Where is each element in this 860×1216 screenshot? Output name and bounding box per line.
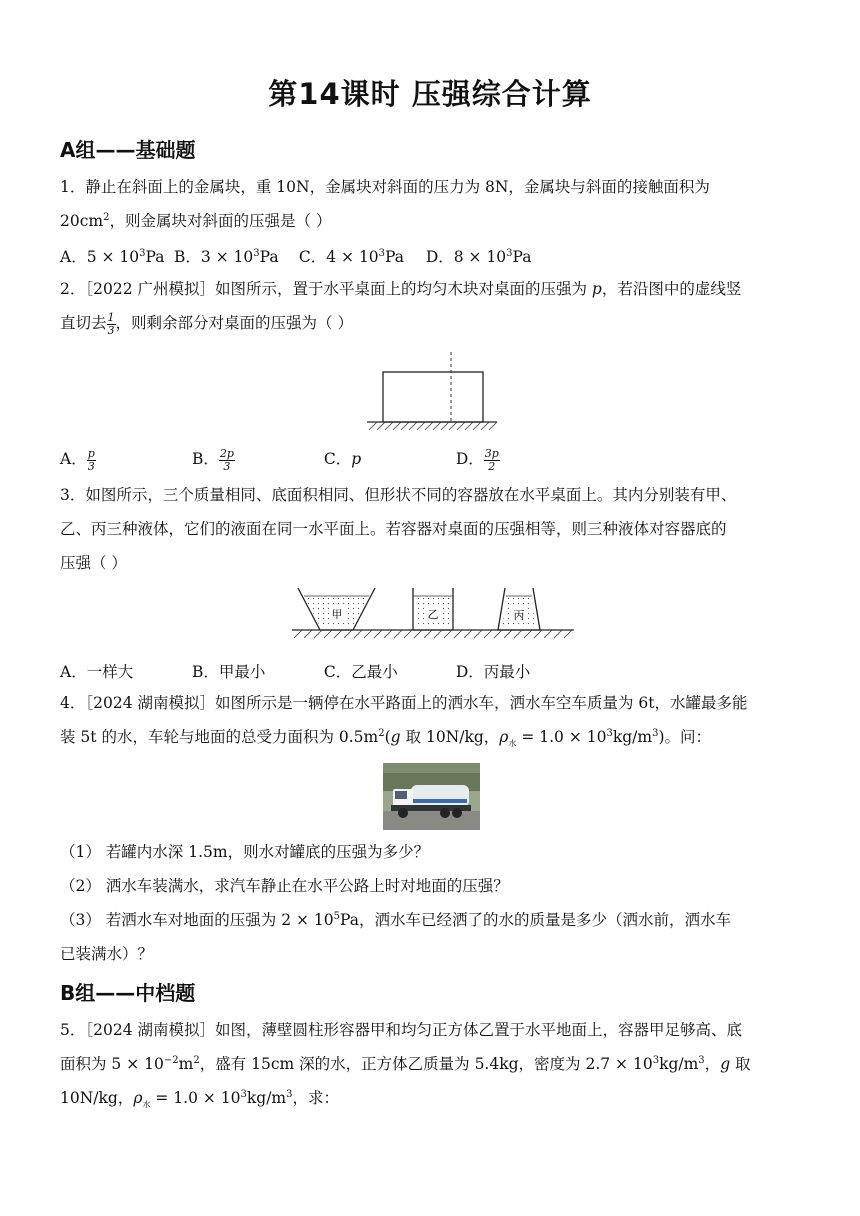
water-truck-photo — [383, 763, 480, 830]
q1-option-b: B．$3 \times 10^3Pa$ — [173, 248, 279, 266]
section-heading-group-a: A组——基础题 — [60, 138, 196, 162]
question-5 — [60, 1013, 805, 1122]
q3-option-b: B．甲最小 — [191, 663, 266, 681]
q1-line2: $20cm^2$，则金属块对斜面的压强是（ ） — [60, 212, 332, 230]
question-4 — [60, 686, 805, 761]
wood-block-figure — [365, 350, 500, 435]
q3-line2: 乙、丙三种液体，它们的液面在同一水平面上。若容器对桌面的压强相等，则三种液体对容器底的 — [60, 520, 727, 538]
container-label-yi: 乙 — [427, 608, 439, 621]
q5-line3: 10N/kg，$\rho_水 = 1.0 \times 10^3kg/m^3$，求： — [60, 1089, 340, 1110]
q4-subquestions — [60, 835, 805, 971]
three-containers-figure — [292, 582, 577, 642]
q2-options — [60, 447, 500, 473]
section-heading-group-b: B组——中档题 — [60, 981, 196, 1005]
q3-option-c: C．乙最小 — [323, 663, 398, 681]
page-title: 第14课时 压强综合计算 — [268, 77, 592, 111]
question-2 — [60, 272, 805, 340]
q1-option-d: D．$8 \times 10^3Pa$ — [425, 248, 532, 266]
q3-line3: 压强（ ） — [60, 554, 127, 572]
q3-option-a: A．一样大 — [60, 663, 134, 681]
q1-line1: 1．静止在斜面上的金属块，重 10N，金属块对斜面的压力为 8N，金属块与斜面的接触面积为 — [60, 178, 710, 196]
q4-line2: 装 5t 的水，车轮与地面的总受力面积为 $0.5m^2(g$ 取 10N/kg，$\rho_水 = 1.0 \times 10^3kg/m^3$)。问： — [60, 728, 712, 749]
q1-option-c: C．$4 \times 10^3Pa$ — [298, 248, 405, 266]
q2-option-d: D． $\frac{3p}{2}$ — [455, 446, 499, 473]
question-1 — [60, 170, 805, 238]
q2-option-c: C．p — [323, 450, 362, 468]
q2-line1: 2．［2022 广州模拟］如图所示，置于水平桌面上的均匀木块对桌面的压强为 p，若沿图中的虚线竖 — [60, 280, 742, 298]
q4-line1: 4．［2024 湖南模拟］如图所示是一辆停在水平路面上的洒水车，洒水车空车质量为 6t，水罐最多能 — [60, 694, 748, 712]
q1-option-a: A．$5 \times 10^3Pa$ — [60, 248, 165, 266]
q2-option-a: A． $\frac{p}{3}$ — [60, 446, 95, 473]
q4-sub2: （2） 洒水车装满水，求汽车静止在水平公路上时对地面的压强？ — [60, 877, 509, 895]
q1-options — [60, 245, 532, 267]
container-label-jia: 甲 — [331, 608, 343, 621]
q3-line1: 3．如图所示，三个质量相同、底面积相同、但形状不同的容器放在水平桌面上。其内分别装有甲、 — [60, 486, 737, 504]
q4-sub3: （3） 若洒水车对地面的压强为 $2 \times 10^5Pa$，洒水车已经洒了的水的质量是多少（洒水前，洒水车 — [60, 911, 732, 929]
q3-option-d: D．丙最小 — [455, 663, 531, 681]
q3-options — [60, 660, 530, 682]
q2-line2: 直切去 $\frac{1}{3}$ ，则剩余部分对桌面的压强为（ ） — [60, 310, 353, 337]
q4-sub1: （1） 若罐内水深 1.5m，则水对罐底的压强为多少？ — [60, 843, 430, 861]
container-label-bing: 丙 — [513, 609, 525, 622]
q4-sub3-cont: 已装满水）？ — [60, 945, 154, 963]
question-3 — [60, 478, 805, 580]
q5-line2: 面积为 $5 \times 10^{-2}m^2$，盛有 15cm 深的水，正方体乙质量为 5.4kg，密度为 $2.7 \times 10^3kg/m^3$，g 取 — [60, 1055, 751, 1073]
q5-line1: 5．［2024 湖南模拟］如图，薄壁圆柱形容器甲和均匀正方体乙置于水平地面上，容器甲足够高、底 — [60, 1021, 742, 1039]
q2-option-b: B． $\frac{2p}{3}$ — [191, 446, 234, 473]
